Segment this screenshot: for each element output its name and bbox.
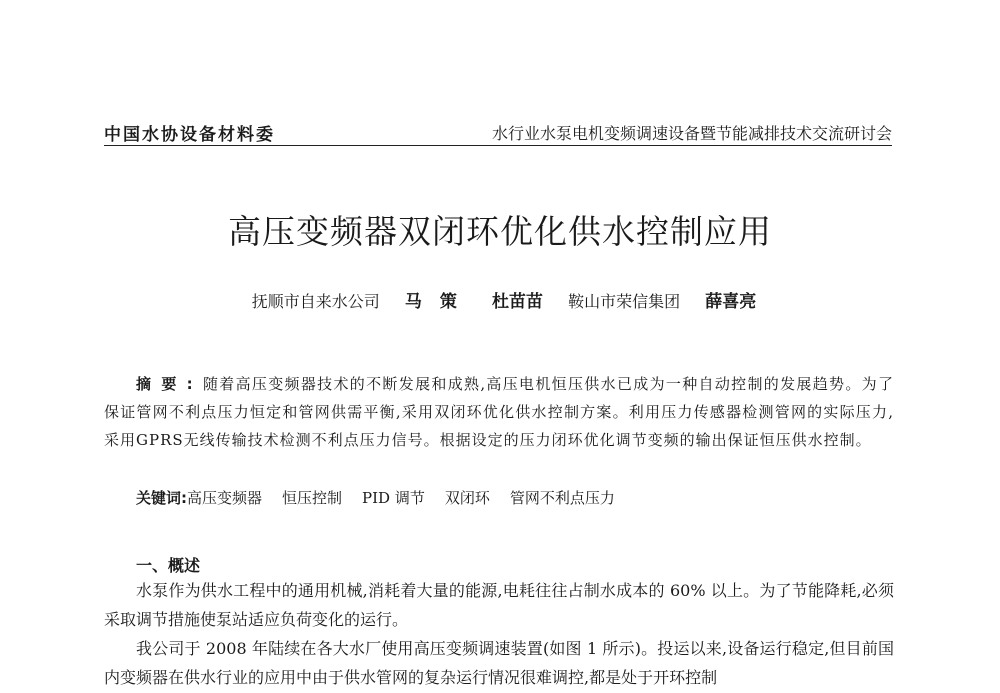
author-name: 马策 [404,292,475,312]
paragraph: 水泵作为供水工程中的通用机械,消耗着大量的能源,电耗往往占制水成本的 60% 以上。为了节能降耗,必须采取调节措施使泵站适应负荷变化的运行。 [104,581,894,629]
keywords [136,487,635,508]
paragraph: 我公司于 2008 年陆续在各大水厂使用高压变频调速装置(如图 1 所示)。投运以来,设备运行稳定,但目前国内变频器在供水行业的应用中由于供水管网的复杂运行情况很难调控,都是处于开环控制 [104,639,894,687]
keywords-label: 关键词: [136,489,187,507]
keyword: 恒压控制 [282,489,343,507]
abstract-text: 随着高压变频器技术的不断发展和成熟,高压电机恒压供水已成为一种自动控制的发展趋势。为了保证管网不利点压力恒定和管网供需平衡,采用双闭环优化供水控制方案。利用压力传感器检测管网的实际压力,采用GPRS无线传输技术检测不利点压力信号。根据设定的压力闭环优化调节变频的输出保证恒压供水控制。 [104,375,894,449]
keyword: 双闭环 [444,489,490,507]
keyword: PID 调节 [362,489,425,507]
author-line [0,287,1000,312]
keyword: 高压变频器 [187,489,263,507]
section-heading: 一、概述 [136,556,201,575]
author-affiliation: 抚顺市自来水公司 [251,292,380,311]
running-header-right: 水行业水泵电机变频调速设备暨节能减排技术交流研讨会 [491,124,892,143]
paper-title: 高压变频器双闭环优化供水控制应用 [228,212,772,251]
abstract-label: 摘要: [136,375,203,393]
header-rule [104,145,892,146]
author-name: 薛喜亮 [705,292,757,312]
abstract [104,370,894,454]
running-header-left: 中国水协设备材料委 [104,125,275,145]
keyword: 管网不利点压力 [509,489,615,507]
author-affiliation: 鞍山市荣信集团 [568,292,681,311]
section-body [104,576,894,692]
author-name: 杜苗苗 [492,292,543,312]
